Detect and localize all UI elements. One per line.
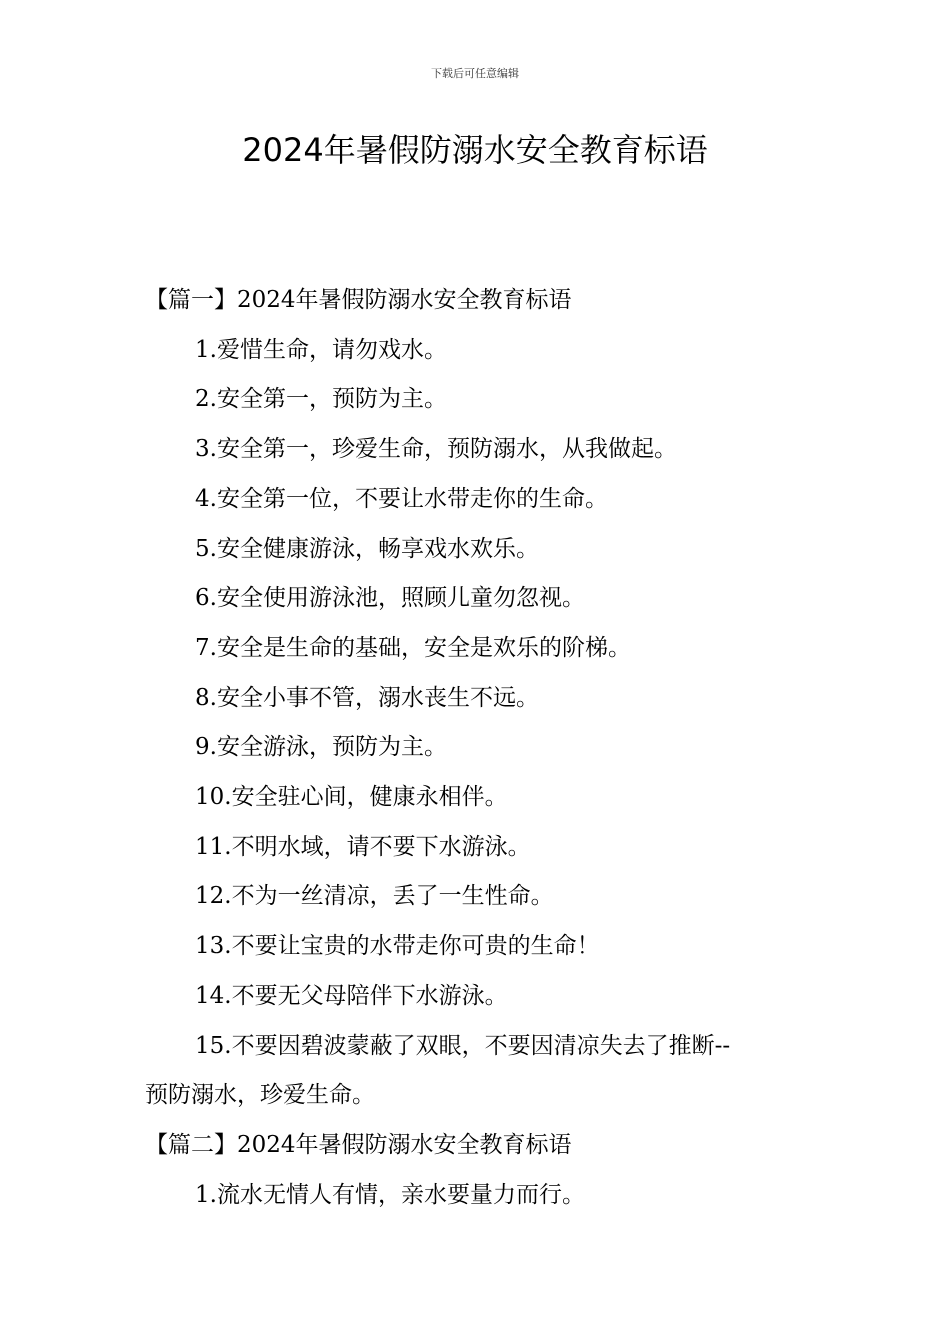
list-item: 8.安全小事不管，溺水丧生不远。 [195,684,539,711]
list-item: 14.不要无父母陪伴下水游泳。 [195,982,508,1009]
section-heading: 【篇二】2024年暑假防溺水安全教育标语 [145,1131,572,1158]
list-item-line-2: 预防溺水，珍爱生命。 [145,1082,375,1109]
list-item: 12.不为一丝清凉，丢了一生性命。 [195,883,554,910]
list-item: 6.安全使用游泳池，照顾儿童勿忽视。 [195,585,585,612]
section-heading: 【篇一】2024年暑假防溺水安全教育标语 [145,287,572,313]
list-item-line-1: 15.不要因碧波蒙蔽了双眼，不要因清凉失去了推断-- [195,1032,731,1059]
list-item: 7.安全是生命的基础，安全是欢乐的阶梯。 [195,634,631,661]
list-item: 5.安全健康游泳，畅享戏水欢乐。 [195,535,539,562]
document-body [145,276,815,1220]
list-item: 13.不要让宝贵的水带走你可贵的生命！ [195,933,600,960]
list-item: 3.安全第一，珍爱生命，预防溺水，从我做起。 [195,436,677,463]
list-item: 1.流水无情人有情，亲水要量力而行。 [195,1181,585,1208]
document-title: 2024年暑假防溺水安全教育标语 [242,131,708,169]
list-item: 9.安全游泳，预防为主。 [195,734,447,761]
list-item: 4.安全第一位，不要让水带走你的生命。 [195,485,608,512]
list-item: 2.安全第一，预防为主。 [195,386,447,413]
list-item: 10.安全驻心间，健康永相伴。 [195,784,508,811]
list-item: 1.爱惜生命，请勿戏水。 [195,336,447,363]
header-note: 下载后可任意编辑 [431,67,519,80]
list-item: 11.不明水域，请不要下水游泳。 [195,833,531,860]
